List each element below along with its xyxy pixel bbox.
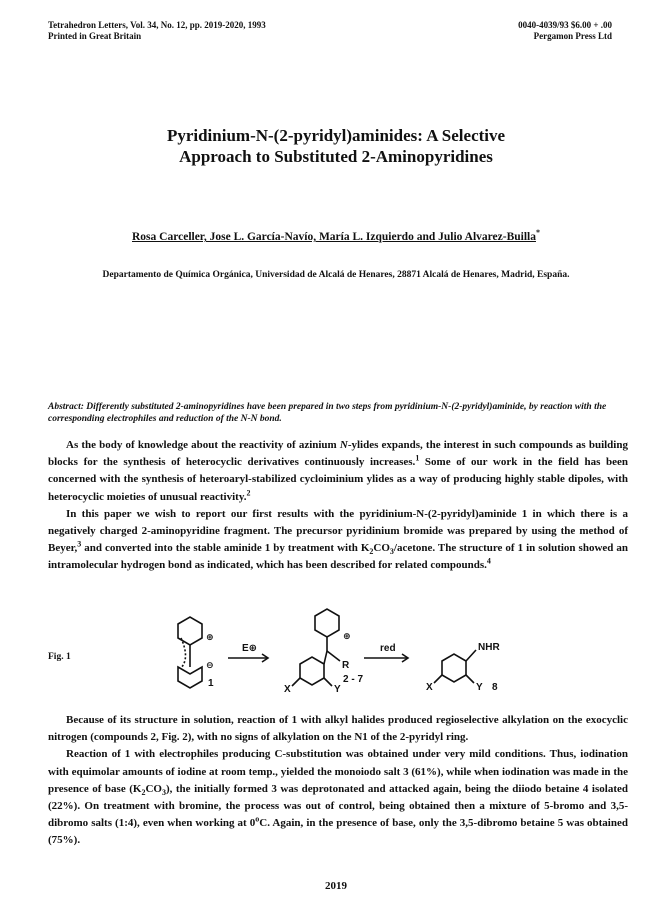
author-names: Rosa Carceller, Jose L. García-Navío, María L. Izquierdo and Julio Alvarez-Builla xyxy=(132,230,536,243)
p1-text-c: Some of our work in the field has been concerned with the synthesis of heteroaryl-stabilized cycloiminium ylides as a way of producing highly stable dipoles, with heterocyclic moieties of unusual reactivity. xyxy=(48,456,628,503)
compound-1-pyridinium-ring xyxy=(178,617,202,645)
abstract xyxy=(48,401,623,425)
compound-8-x-bond xyxy=(434,675,442,683)
p4-text-d: C. Again, in the presence of base, only the 3,5-dibromo betaine 5 was obtained (75%). xyxy=(48,817,628,847)
p4-text-a: Reaction of 1 with electrophiles producing C-substitution was obtained under very mild conditions. Thus, iodination with equimolar amounts of iodine at room temp., yielded the monoiodo salt 3 (61%), while when iodination was made in the presence of base (K xyxy=(48,748,628,795)
compound-2-pyridinium-ring xyxy=(315,609,339,637)
figure-label: Fig. 1 xyxy=(48,652,71,662)
compound-2-ring-bond xyxy=(324,651,327,664)
journal-citation: Tetrahedron Letters, Vol. 34, No. 12, pp. 2019-2020, 1993 xyxy=(48,20,266,30)
compound-8-pyridine-ring xyxy=(442,654,466,682)
paragraph-4 xyxy=(48,746,628,849)
reaction-scheme xyxy=(150,606,530,701)
substituent-nhr: NHR xyxy=(478,642,500,653)
compound-8-y-bond xyxy=(466,675,474,683)
compound-8-substituent-y: Y xyxy=(476,682,483,693)
p1-text-a: As the body of knowledge about the reactivity of azinium xyxy=(66,439,340,451)
compound-1-pyridine-ring xyxy=(178,667,202,688)
compound-2-pyridine-ring xyxy=(300,657,324,685)
p2-text-a: In this paper we wish to report our first results with the pyridinium-N-(2-pyridyl)aminide 1 in which there is a negatively charged 2-aminopyridine fragment. The precursor pyridinium bromide was prepared by using the method of Beyer, xyxy=(48,507,628,555)
reducing-reagent: red xyxy=(380,643,396,654)
reaction-scheme-drawing xyxy=(150,606,530,701)
body-text-lower xyxy=(48,712,628,850)
p2-subscript-2: 3 xyxy=(389,547,394,557)
substituent-r: R xyxy=(342,660,350,671)
article-code: 0040-4039/93 $6.00 + .00 xyxy=(518,20,612,30)
p2-text-c: CO xyxy=(373,542,390,555)
affiliation: Departamento de Química Orgánica, Universidad de Alcalá de Henares, 28871 Alcalá de Henares, Madrid, España. xyxy=(102,270,570,280)
page-number: 2019 xyxy=(325,880,347,892)
publisher-header xyxy=(518,20,612,42)
p4-text-b: CO xyxy=(145,782,162,795)
compound-2-r-bond xyxy=(327,651,340,661)
compound-1-number: 1 xyxy=(208,678,214,689)
body-text-upper xyxy=(48,437,628,575)
paragraph-3: Because of its structure in solution, reaction of 1 with alkyl halides produced regioselective alkylation on the exocyclic nitrogen (compounds 2, Fig. 2), with no signs of alkylation on the N1 of the 2-pyridyl ring. xyxy=(48,714,628,744)
compound-1-minus-charge: ⊖ xyxy=(206,660,214,670)
reference-1: 1 xyxy=(415,453,420,463)
compound-2-plus-charge: ⊕ xyxy=(343,631,351,641)
p1-text-b: -ylides expands, the interest in such compounds as building blocks for the synthesis of heterocyclic derivatives continuously increases. xyxy=(48,439,628,469)
compound-8-nhr-bond xyxy=(466,650,476,661)
abstract-label: Abstract: xyxy=(48,402,84,412)
p4-subscript-1: 2 xyxy=(141,788,146,797)
electrophile-label: E⊕ xyxy=(242,643,258,654)
paragraph-2 xyxy=(48,506,628,575)
compound-8-substituent-x: X xyxy=(426,682,433,693)
p1-italic-n: N xyxy=(339,439,348,451)
compound-2-number: 2 - 7 xyxy=(343,674,364,685)
p2-subscript-1: 2 xyxy=(369,547,374,557)
author-list xyxy=(0,228,672,243)
printed-note: Printed in Great Britain xyxy=(48,31,142,41)
reference-4: 4 xyxy=(486,556,491,566)
p4-degree-mark: o xyxy=(255,814,260,824)
publisher-name: Pergamon Press Ltd xyxy=(533,31,612,41)
p4-text-c: ), the initially formed 3 was deprotonated and attacked again, being the diiodo betaine 4 isolated (22%). On treatment with bromine, the process was out of control, being obtained then a mixture of 5-bromo and 3,5-dibromo salts (1:4), even when working at 0 xyxy=(48,782,628,830)
paper-title xyxy=(0,125,672,167)
p4-subscript-2: 3 xyxy=(161,788,166,797)
reference-2: 2 xyxy=(246,487,251,497)
reference-3: 3 xyxy=(77,539,82,549)
compound-8-number: 8 xyxy=(492,682,498,693)
p2-text-d: /acetone. The structure of 1 in solution showed an intramolecular hydrogen bond as indicated, which has been described for related compounds. xyxy=(48,542,628,572)
paragraph-1 xyxy=(48,437,628,506)
compound-2-y-bond xyxy=(324,678,332,686)
abstract-text: Differently substituted 2-aminopyridines have been prepared in two steps from pyridinium-N-(2-pyridyl)aminide, by reaction with the corresponding electrophiles and reduction of the N-N bond. xyxy=(48,402,607,424)
title-line-2: Approach to Substituted 2-Aminopyridines xyxy=(179,147,493,166)
corresponding-author-mark: * xyxy=(535,228,540,237)
compound-2-substituent-x: X xyxy=(284,684,291,695)
compound-2-substituent-y: Y xyxy=(334,684,341,695)
title-line-1: Pyridinium-N-(2-pyridyl)aminides: A Selective xyxy=(166,126,506,145)
p2-text-b: and converted into the stable aminide 1 by treatment with K xyxy=(81,542,370,555)
compound-1-plus-charge: ⊕ xyxy=(206,632,214,642)
compound-2-x-bond xyxy=(292,678,300,686)
journal-header xyxy=(48,20,266,42)
